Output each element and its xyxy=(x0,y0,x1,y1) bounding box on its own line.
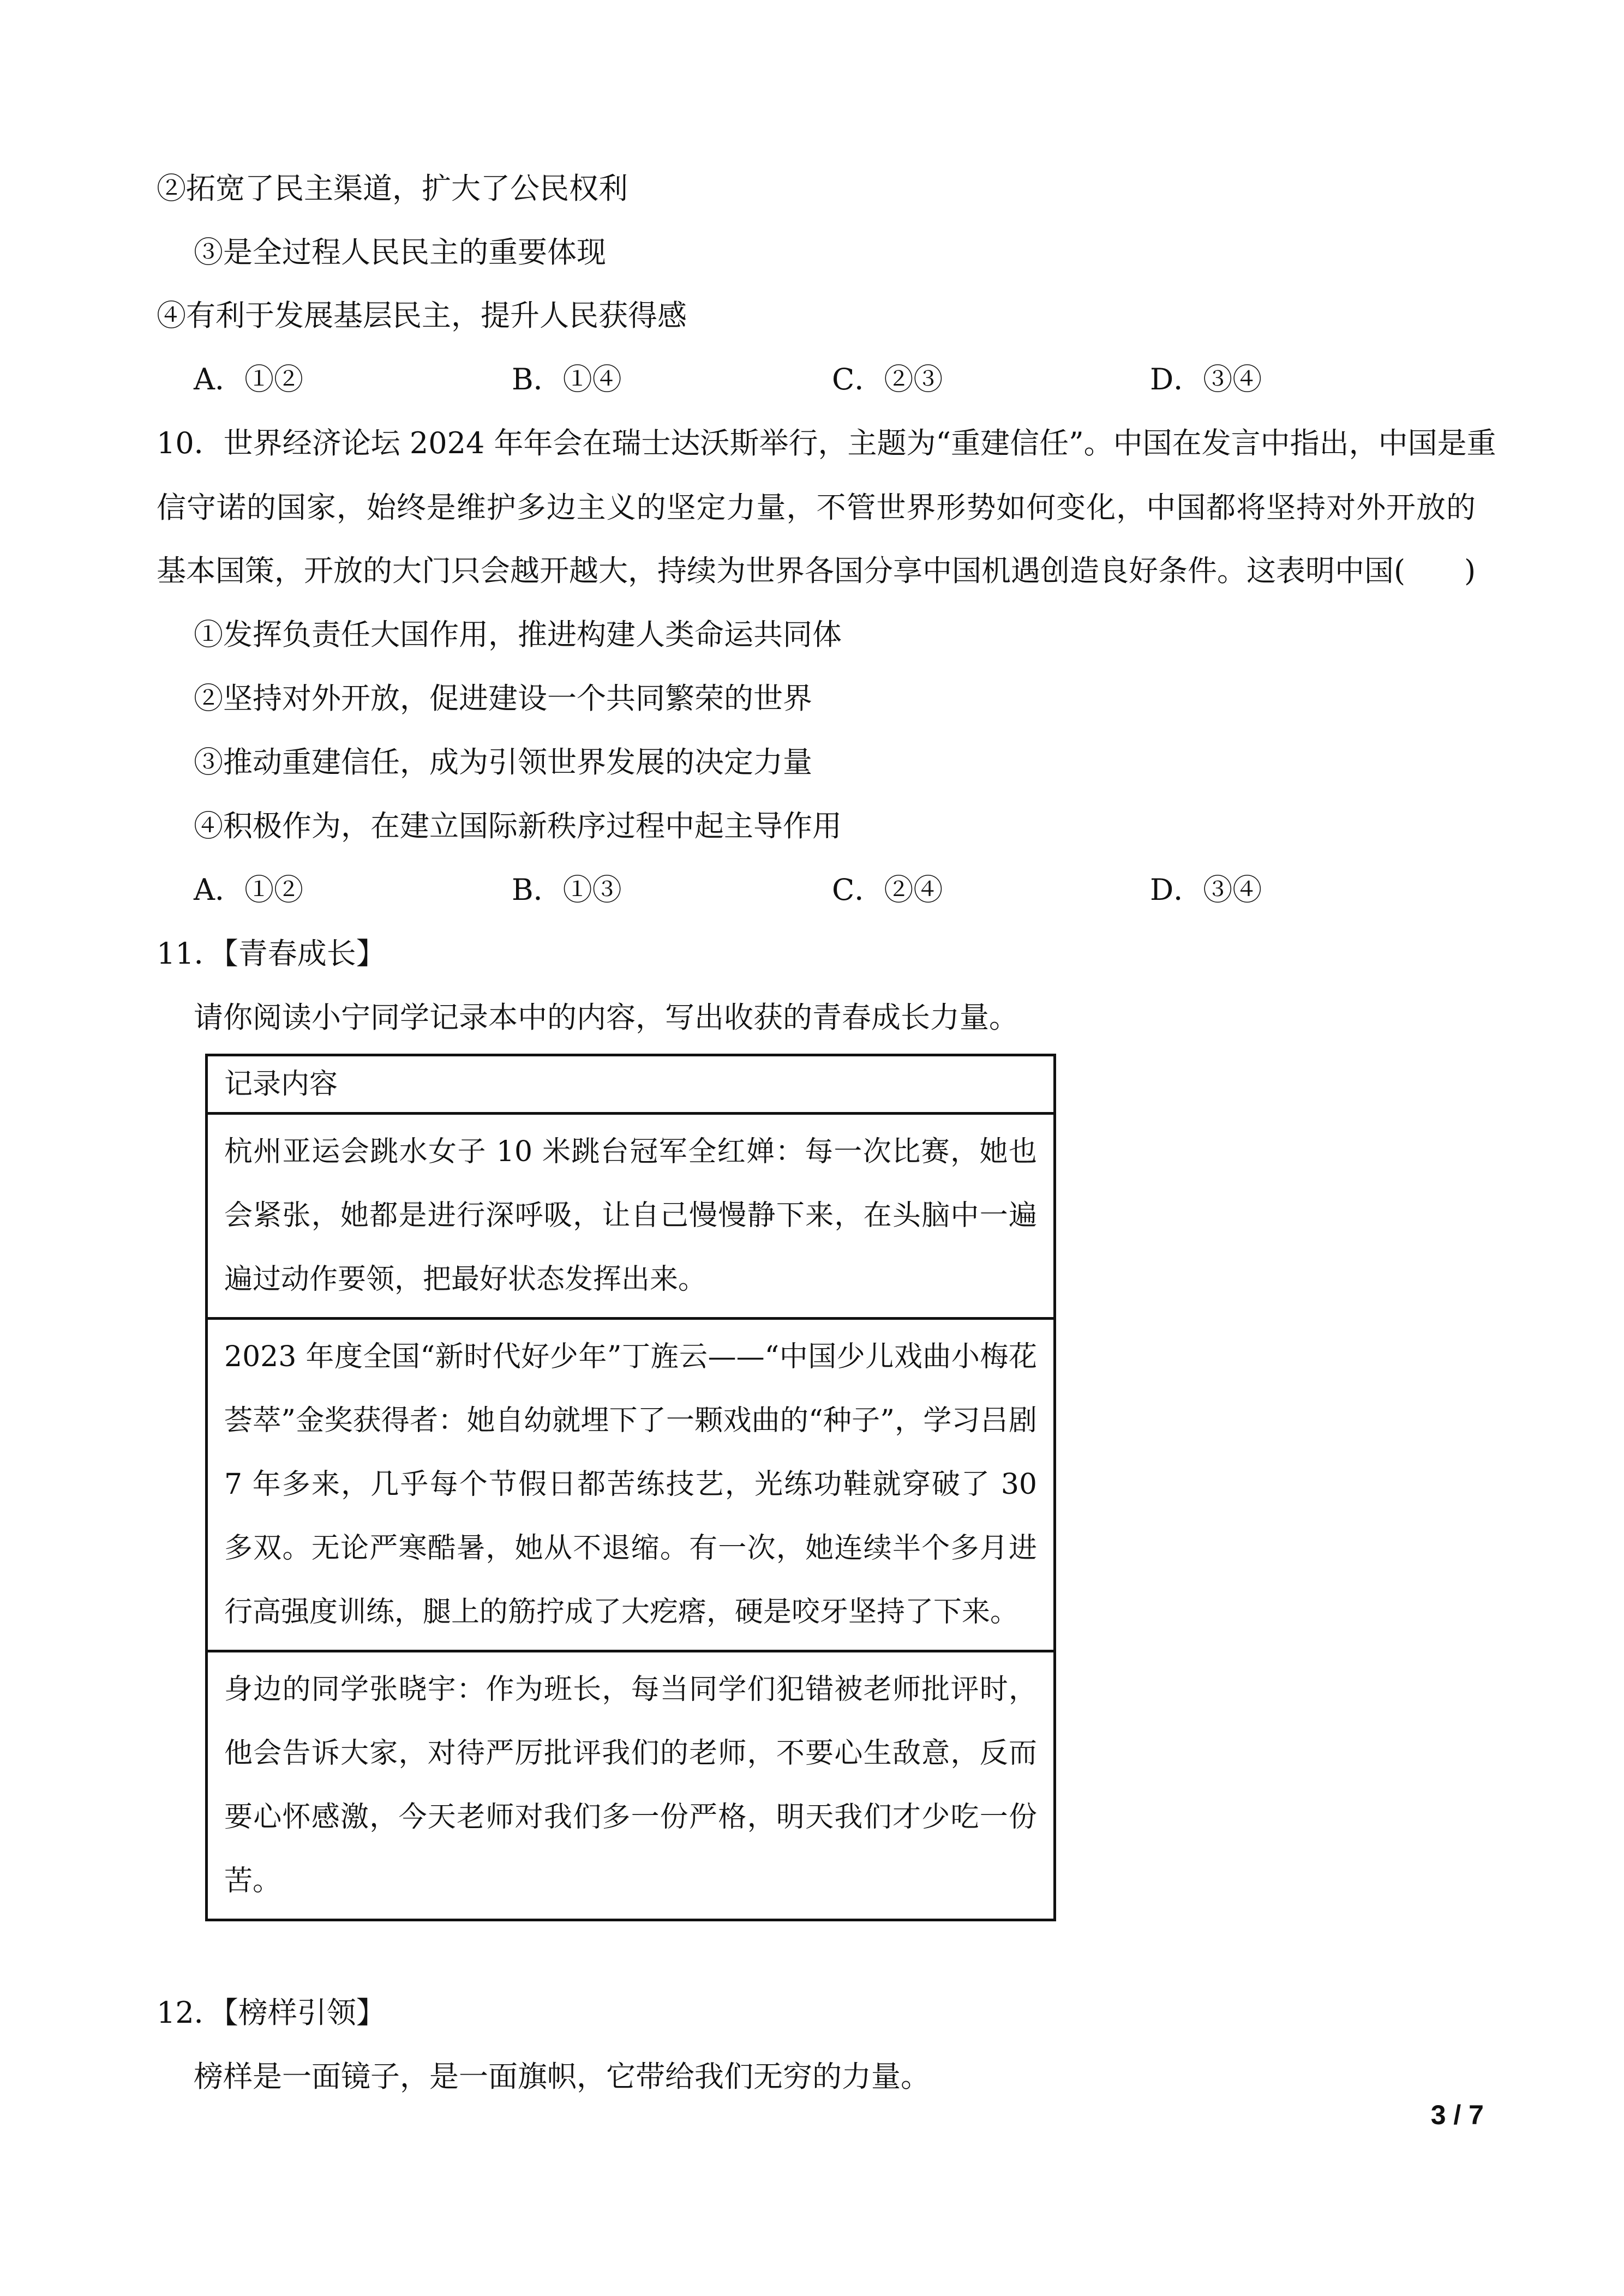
q9-statement-2: ②拓宽了民主渠道，扩大了公民权利 xyxy=(157,171,628,206)
record-cell-1: 杭州亚运会跳水女子 10 米跳台冠军全红婵：每一次比赛，她也会紧张，她都是进行深呼吸，让自己慢慢静下来，在头脑中一遍遍过动作要领，把最好状态发挥出来。 xyxy=(207,1114,1055,1319)
q9-option-d: D．③④ xyxy=(1150,362,1262,396)
table-row xyxy=(207,1114,1055,1319)
q12-title: 12．【榜样引领】 xyxy=(157,1996,386,2030)
q12-text: 榜样是一面镜子，是一面旗帜，它带给我们无穷的力量。 xyxy=(194,2059,930,2094)
q11-title: 11．【青春成长】 xyxy=(157,936,386,971)
q10-statement-3: ③推动重建信任，成为引领世界发展的决定力量 xyxy=(194,745,812,779)
q9-option-c: C．②③ xyxy=(832,362,943,396)
q9-option-a: A．①② xyxy=(194,362,303,396)
q10-option-a: A．①② xyxy=(194,873,303,907)
page-number: 3 / 7 xyxy=(1430,2100,1484,2130)
table-row xyxy=(207,1651,1055,1920)
q10-statement-1: ①发挥负责任大国作用，推进构建人类命运共同体 xyxy=(194,617,842,652)
table-header-row xyxy=(207,1055,1055,1114)
q9-option-b: B．①④ xyxy=(512,362,622,396)
q10-option-c: C．②④ xyxy=(832,873,943,907)
q10-statement-4: ④积极作为，在建立国际新秩序过程中起主导作用 xyxy=(194,809,842,843)
q10-option-b: B．①③ xyxy=(512,873,622,907)
record-cell-3: 身边的同学张晓宇：作为班长，每当同学们犯错被老师批评时，他会告诉大家，对待严厉批评我们的老师，不要心生敌意，反而要心怀感激，今天老师对我们多一份严格，明天我们才少吃一份苦。 xyxy=(207,1651,1055,1920)
q10-stem-line-1: 10．世界经济论坛 2024 年年会在瑞士达沃斯举行，主题为“重建信任”。中国在发言中指出，中国是重 xyxy=(157,426,1496,460)
table-header-cell: 记录内容 xyxy=(207,1055,1055,1114)
q9-statement-4: ④有利于发展基层民主，提升人民获得感 xyxy=(157,298,687,333)
q10-statement-2: ②坚持对外开放，促进建设一个共同繁荣的世界 xyxy=(194,681,812,716)
record-table xyxy=(205,1054,1056,1921)
q11-prompt: 请你阅读小宁同学记录本中的内容，写出收获的青春成长力量。 xyxy=(194,1000,1018,1035)
q9-statement-3: ③是全过程人民民主的重要体现 xyxy=(194,235,606,269)
q10-stem-line-3: 基本国策，开放的大门只会越开越大，持续为世界各国分享中国机遇创造良好条件。这表明中国( ) xyxy=(157,554,1476,588)
q10-stem-line-2: 信守诺的国家，始终是维护多边主义的坚定力量，不管世界形势如何变化，中国都将坚持对外开放的 xyxy=(157,490,1476,525)
record-cell-2: 2023 年度全国“新时代好少年”丁旌云——“中国少儿戏曲小梅花荟萃”金奖获得者：她自幼就埋下了一颗戏曲的“种子”，学习吕剧 7 年多来，几乎每个节假日都苦练技艺，光练功鞋就穿破了 30 多双。无论严寒酷暑，她从不退缩。有一次，她连续半个多月进行高强度训练，腿上的筋拧成了大疙瘩，硬是咬牙坚持了下来。 xyxy=(207,1319,1055,1651)
table-row xyxy=(207,1319,1055,1651)
q10-option-d: D．③④ xyxy=(1150,873,1262,907)
